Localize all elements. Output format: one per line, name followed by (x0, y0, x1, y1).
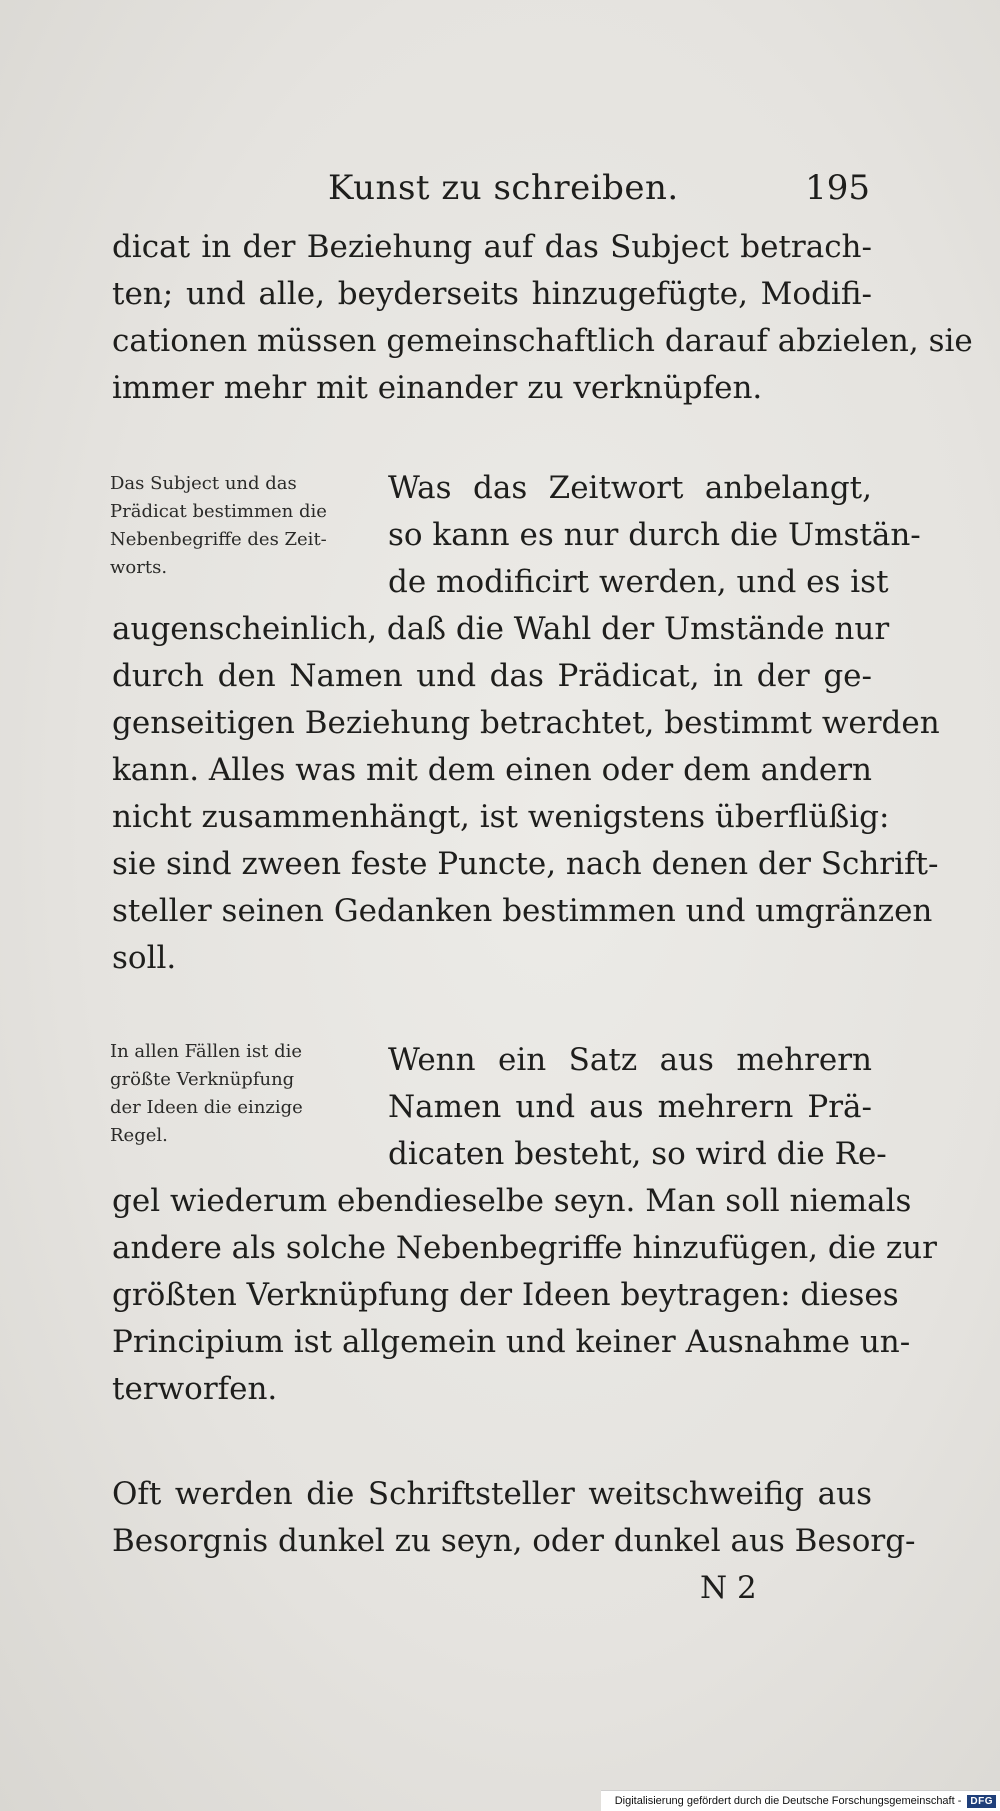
text-line: genseitigen Beziehung betrachtet, bestimmt werden (112, 705, 940, 741)
text-line: dicaten besteht, so wird die Re- (388, 1136, 887, 1172)
running-head: Kunst zu schreiben. (328, 168, 679, 208)
margin-note-line: Nebenbegriffe des Zeit- (110, 529, 327, 550)
text-line: ten; und alle, beyderseits hinzugefügte, Modifi- (112, 276, 872, 312)
text-line: de modificirt werden, und es ist (388, 564, 889, 600)
text-line: kann. Alles was mit dem einen oder dem andern (112, 752, 872, 788)
margin-note-line: worts. (110, 557, 168, 578)
text-line: größten Verknüpfung der Ideen beytragen: dieses (112, 1277, 899, 1313)
dfg-logo-icon: DFG (967, 1795, 996, 1808)
text-line: so kann es nur durch die Umstän- (388, 517, 921, 553)
digitization-footer (601, 1790, 1000, 1811)
margin-note-line: größte Verknüpfung (110, 1069, 295, 1090)
text-line: durch den Namen und das Prädicat, in der ge- (112, 658, 872, 694)
text-line: Principium ist allgemein und keiner Ausnahme un- (112, 1324, 911, 1360)
text-line: cationen müssen gemeinschaftlich darauf abzielen, sie (112, 323, 973, 359)
margin-note-1 (110, 470, 327, 582)
margin-note-line: Das Subject und das (110, 473, 297, 494)
text-line: Oft werden die Schriftsteller weitschweifig aus (112, 1476, 872, 1512)
page-header (300, 168, 870, 218)
margin-note-line: Regel. (110, 1125, 168, 1146)
page-number: 195 (805, 168, 870, 208)
text-line: nicht zusammenhängt, ist wenigstens überflüßig: (112, 799, 890, 835)
text-line: sie sind zween feste Puncte, nach denen der Schrift- (112, 846, 939, 882)
text-line: Wenn ein Satz aus mehrern (388, 1042, 872, 1078)
text-line: terworfen. (112, 1371, 278, 1407)
text-line: soll. (112, 940, 177, 976)
signature-mark: N 2 (700, 1570, 757, 1606)
text-line: andere als solche Nebenbegriffe hinzufügen, die zur (112, 1230, 937, 1266)
margin-note-line: Prädicat bestimmen die (110, 501, 327, 522)
margin-note-line: der Ideen die einzige (110, 1097, 303, 1118)
text-line: dicat in der Beziehung auf das Subject betrach- (112, 229, 872, 265)
text-line: Was das Zeitwort anbelangt, (388, 470, 872, 506)
text-line: steller seinen Gedanken bestimmen und umgränzen (112, 893, 933, 929)
text-line: Namen und aus mehrern Prä- (388, 1089, 872, 1125)
margin-note-2 (110, 1038, 303, 1150)
footer-credit: Digitalisierung gefördert durch die Deutsche Forschungsgemeinschaft - (614, 1795, 962, 1807)
text-line: gel wiederum ebendieselbe seyn. Man soll niemals (112, 1183, 912, 1219)
text-line: augenscheinlich, daß die Wahl der Umstände nur (112, 611, 890, 647)
margin-note-line: In allen Fällen ist die (110, 1041, 302, 1062)
text-line: Besorgnis dunkel zu seyn, oder dunkel aus Besorg- (112, 1523, 916, 1559)
text-line: immer mehr mit einander zu verknüpfen. (112, 370, 763, 406)
